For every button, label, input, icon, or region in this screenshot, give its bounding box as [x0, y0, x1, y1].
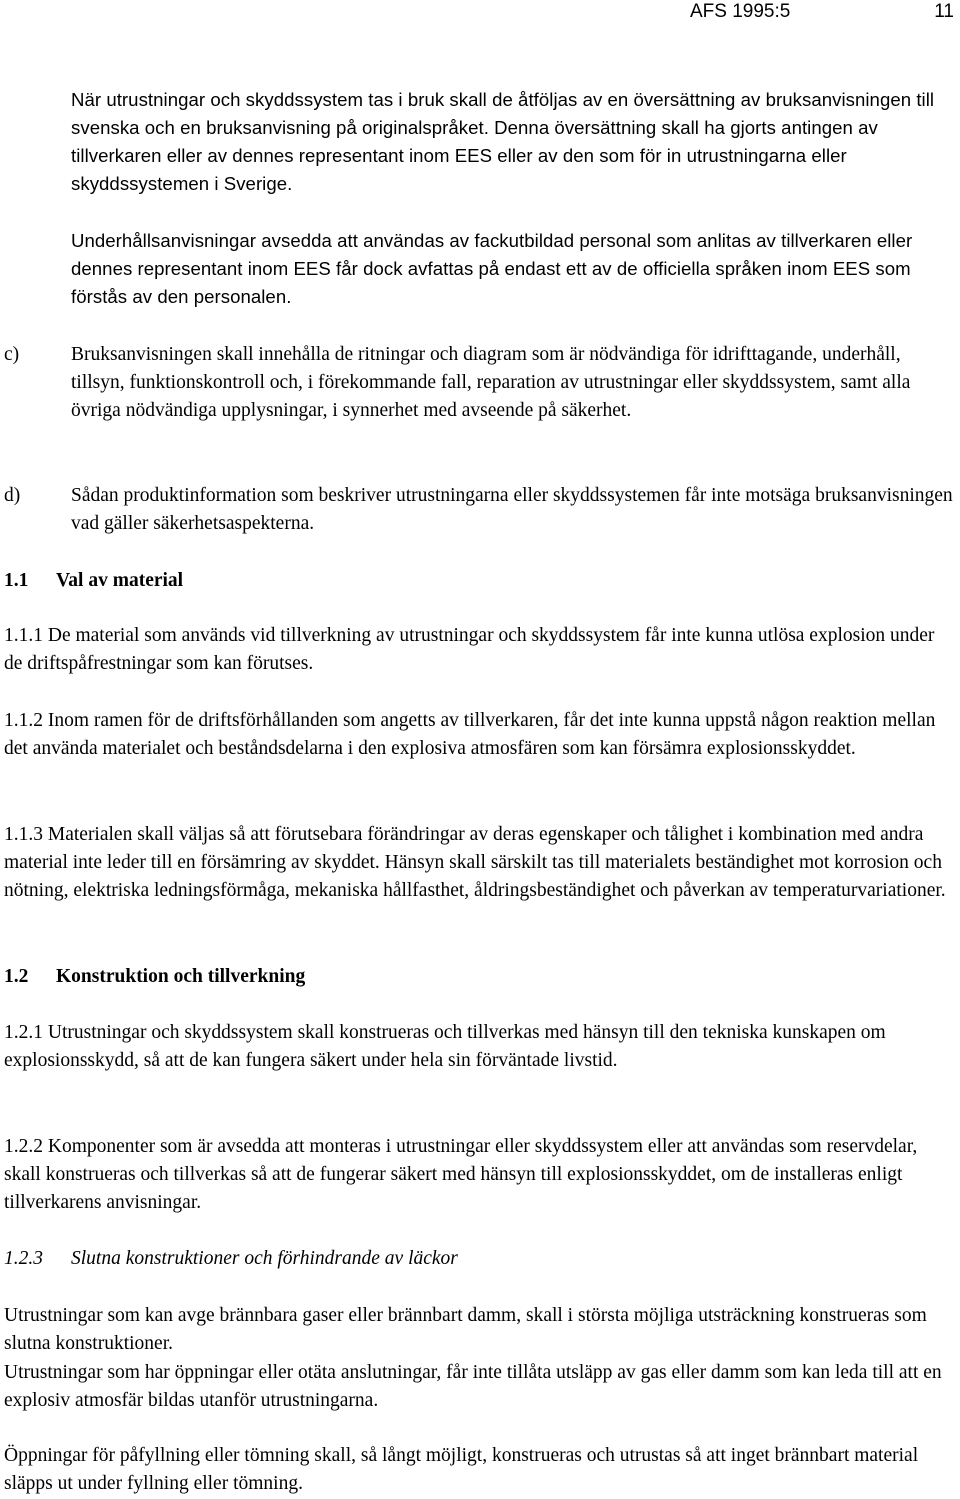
paragraph-1-2-2: 1.2.2 Komponenter som är avsedda att monteras i utrustningar eller skyddssystem eller att användas som reservdelar, skall konstrueras och tillverkas så att de fungerar säkert med hänsyn till explosionsskyddet, om de installeras enligt tillverkarens anvisningar.: [4, 1136, 918, 1213]
page-header: [0, 0, 960, 30]
page-number: 11: [934, 1, 954, 22]
section-title-1-2: Konstruktion och tillverkning: [56, 966, 306, 987]
paragraph-translation-requirement: När utrustningar och skyddssystem tas i bruk skall de åtföljas av en översättning av bruksanvisningen till svenska och en bruksanvisning på originalspråket. Denna översättning skall ha gjorts antingen av tillverkaren eller av dennes representant inom EES eller av den som för in utrustningarna eller skyddssystemen i Sverige.: [71, 89, 935, 194]
list-item-d-text: Sådan produktinformation som beskriver utrustningarna eller skyddssystemen får inte motsäga bruksanvisningen vad gäller säkerhetsaspekterna.: [71, 485, 953, 534]
paragraph-1-1-3: 1.1.3 Materialen skall väljas så att förutsebara förändringar av deras egenskaper och tålighet i kombination med andra material inte leder till en försämring av skyddet. Hänsyn skall särskilt tas till materialets beständighet mot korrosion och nötning, elektriska ledningsförmåga, mekaniska hållfasthet, åldringsbeständighet och påverkan av temperaturvariationer.: [4, 824, 946, 901]
paragraph-1-2-3-closed-constructions: Utrustningar som kan avge brännbara gaser eller brännbart damm, skall i största möjliga utsträckning konstrueras som slutna konstruktioner.: [4, 1305, 927, 1354]
subsection-title-1-2-3: Slutna konstruktioner och förhindrande av läckor: [71, 1248, 458, 1269]
subsection-number-1-2-3: 1.2.3: [4, 1248, 43, 1269]
list-item-c-text: Bruksanvisningen skall innehålla de ritningar och diagram som är nödvändiga för idrifttagande, underhåll, tillsyn, funktionskontroll och, i förekommande fall, reparation av utrustningar eller skyddssystem, samt alla övriga nödvändiga upplysningar, i synnerhet med avseende på säkerhet.: [71, 344, 911, 421]
section-number-1-1: 1.1: [4, 570, 29, 591]
paragraph-1-1-1: 1.1.1 De material som används vid tillverkning av utrustningar och skyddssystem får inte kunna utlösa explosion under de driftspåfrestningar som kan förutses.: [4, 625, 935, 674]
section-number-1-2: 1.2: [4, 966, 29, 987]
paragraph-1-1-2: 1.1.2 Inom ramen för de driftsförhållanden som angetts av tillverkaren, får det inte kunna uppstå någon reaktion mellan det använda materialet och beståndsdelarna i den explosiva atmosfären som kan försämra explosionsskyddet.: [4, 710, 936, 759]
section-title-1-1: Val av material: [56, 570, 184, 591]
list-marker-d: d): [4, 485, 21, 506]
paragraph-1-2-1: 1.2.1 Utrustningar och skyddssystem skall konstrueras och tillverkas med hänsyn till den tekniska kunskapen om explosionsskydd, så att de kan fungera säkert under hela sin förväntade livstid.: [4, 1022, 886, 1071]
paragraph-1-2-3-filling-emptying: Öppningar för påfyllning eller tömning skall, så långt möjligt, konstrueras och utrustas så att inget brännbart material släpps ut under fyllning eller tömning.: [4, 1445, 919, 1494]
document-id: AFS 1995:5: [690, 1, 791, 22]
paragraph-maintenance-instructions: Underhållsanvisningar avsedda att användas av fackutbildad personal som anlitas av tillverkaren eller dennes representant inom EES får dock avfattas på endast ett av de officiella språken inom EES som förstås av den personalen.: [71, 230, 913, 307]
list-marker-c: c): [4, 344, 20, 365]
paragraph-1-2-3-openings-leakage: Utrustningar som har öppningar eller otäta anslutningar, får inte tillåta utsläpp av gas eller damm som kan leda till att en explosiv atmosfär bildas utanför utrustningarna.: [4, 1362, 942, 1411]
